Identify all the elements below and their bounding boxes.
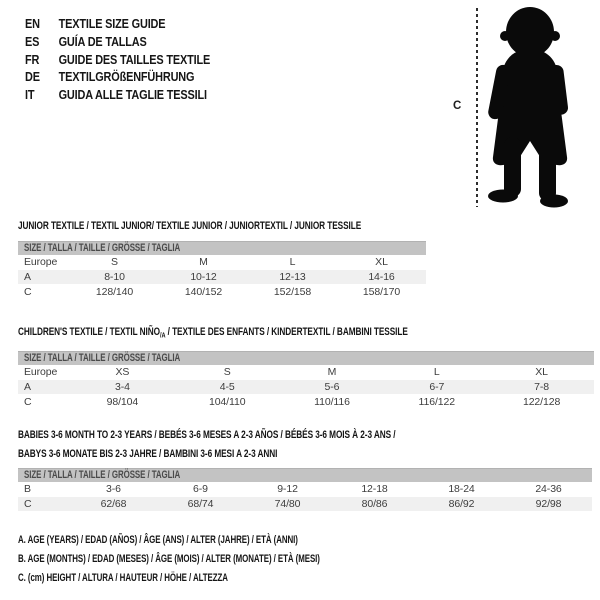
language-code: DE bbox=[25, 69, 40, 85]
footnote-b: B. AGE (MONTHS) / EDAD (MESES) / ÂGE (MOIS) / ALTER (MONATE) / ETÀ (MESI) bbox=[18, 553, 320, 565]
language-item-es bbox=[25, 33, 210, 51]
size-header-label: SIZE / TALLA / TAILLE / GRÖSSE / TAGLIA bbox=[24, 242, 181, 254]
baby-silhouette-icon bbox=[484, 5, 576, 208]
row-label: Europe bbox=[24, 256, 58, 269]
value-cell: 110/116 bbox=[314, 395, 350, 408]
language-code: EN bbox=[25, 16, 40, 31]
table-row bbox=[18, 394, 594, 409]
junior-size-table bbox=[18, 241, 426, 299]
footnote-legend bbox=[18, 531, 437, 588]
table-row bbox=[18, 270, 426, 285]
language-title: GUIDA ALLE TAGLIE TESSILI bbox=[58, 87, 207, 103]
language-code: FR bbox=[25, 51, 40, 67]
size-cell: L bbox=[433, 366, 440, 379]
language-item-fr bbox=[25, 51, 210, 69]
row-label: A bbox=[24, 381, 31, 394]
babies-section-title: BABIES 3-6 MONTH TO 2-3 YEARS / BEBÉS 3-6 MESES A 2-3 AÑOS / BÉBÉS 3-6 MOIS À 2-3 ANS / BABYS 3-6 MONATE BIS 2-3 JAHRE / BAMBINI 3-6 MESI A 2-3 ANNI bbox=[18, 429, 396, 460]
footnote-c: C. (cm) HEIGHT / ALTURA / HAUTEUR / HÖHE / ALTEZZA bbox=[18, 572, 228, 584]
size-cell: M bbox=[327, 366, 337, 379]
value-cell: 116/122 bbox=[418, 395, 456, 408]
table-row bbox=[18, 482, 592, 497]
value-cell: 18-24 bbox=[448, 483, 475, 496]
value-cell: 9-12 bbox=[277, 483, 298, 496]
row-label: A bbox=[24, 271, 31, 284]
table-row bbox=[18, 497, 592, 512]
value-cell: 152/158 bbox=[273, 285, 312, 298]
language-title: GUIDE DES TAILLES TEXTILE bbox=[58, 51, 211, 67]
subscript-label: /A bbox=[159, 330, 166, 340]
value-cell: 158/170 bbox=[362, 285, 401, 298]
size-header-label: SIZE / TALLA / TAILLE / GRÖSSE / TAGLIA bbox=[24, 469, 181, 481]
size-cell: XS bbox=[115, 366, 130, 379]
value-cell: 3-6 bbox=[106, 483, 121, 496]
language-item-en bbox=[25, 15, 210, 33]
language-title: GUÍA DE TALLAS bbox=[58, 33, 147, 49]
size-header-label: SIZE / TALLA / TAILLE / GRÖSSE / TAGLIA bbox=[24, 352, 181, 364]
language-title: TEXTILE SIZE GUIDE bbox=[58, 16, 166, 31]
size-cell: XL bbox=[375, 256, 388, 269]
children-section-title: CHILDREN'S TEXTILE / TEXTIL $NIÑO_{/A}$ / TEXTILE DES ENFANTS / KINDERTEXTIL / BAMBINI TESSILE bbox=[18, 326, 408, 340]
babies-size-table bbox=[18, 468, 592, 511]
height-marker-label: C bbox=[453, 100, 462, 112]
footnote-a: A. AGE (YEARS) / EDAD (AÑOS) / ÂGE (ANS) / ALTER (JAHRE) / ETÀ (ANNI) bbox=[18, 534, 298, 546]
value-cell: 140/152 bbox=[184, 285, 223, 298]
height-measure-dotted-line bbox=[476, 8, 478, 207]
table-row bbox=[18, 380, 594, 395]
value-cell: 128/140 bbox=[95, 285, 134, 298]
value-cell: 7-8 bbox=[534, 381, 550, 394]
value-cell: 92/98 bbox=[535, 498, 562, 511]
value-cell: 62/68 bbox=[100, 498, 127, 511]
language-code: ES bbox=[25, 33, 40, 49]
value-cell: 68/74 bbox=[187, 498, 214, 511]
size-header-bar bbox=[18, 241, 426, 255]
junior-section-title: JUNIOR TEXTILE / TEXTIL JUNIOR/ TEXTILE JUNIOR / JUNIORTEXTIL / JUNIOR TESSILE bbox=[18, 220, 362, 232]
value-cell: 14-16 bbox=[368, 271, 395, 284]
value-cell: 8-10 bbox=[104, 271, 125, 284]
children-size-table bbox=[18, 351, 594, 409]
value-cell: 6-9 bbox=[193, 483, 208, 496]
value-cell: 24-36 bbox=[535, 483, 562, 496]
size-cell: L bbox=[289, 256, 296, 269]
size-cell: M bbox=[199, 256, 208, 269]
value-cell: 12-13 bbox=[279, 271, 306, 284]
language-item-de bbox=[25, 68, 210, 86]
language-title: TEXTILGRÖßENFÜHRUNG bbox=[58, 69, 195, 85]
row-label: B bbox=[24, 483, 31, 496]
value-cell: 12-18 bbox=[361, 483, 388, 496]
value-cell: 4-5 bbox=[219, 381, 235, 394]
language-code: IT bbox=[25, 87, 35, 103]
size-header-bar bbox=[18, 351, 594, 365]
table-row bbox=[18, 255, 426, 270]
value-cell: 74/80 bbox=[274, 498, 301, 511]
row-label: C bbox=[24, 498, 32, 511]
value-cell: 122/128 bbox=[522, 395, 561, 408]
table-row bbox=[18, 365, 594, 380]
value-cell: 6-7 bbox=[429, 381, 445, 394]
value-cell: 3-4 bbox=[114, 381, 130, 394]
row-label: C bbox=[24, 285, 32, 298]
language-title-list bbox=[25, 15, 245, 104]
size-cell: S bbox=[223, 366, 231, 379]
value-cell: 104/110 bbox=[208, 395, 246, 408]
value-cell: 98/104 bbox=[106, 395, 139, 408]
size-cell: S bbox=[111, 256, 118, 269]
language-item-it bbox=[25, 86, 210, 104]
row-label: C bbox=[24, 395, 32, 408]
table-row bbox=[18, 284, 426, 299]
value-cell: 10-12 bbox=[190, 271, 217, 284]
value-cell: 5-6 bbox=[324, 381, 340, 394]
size-header-bar bbox=[18, 468, 592, 482]
row-label: Europe bbox=[24, 366, 58, 379]
value-cell: 86/92 bbox=[448, 498, 475, 511]
value-cell: 80/86 bbox=[361, 498, 388, 511]
size-cell: XL bbox=[535, 366, 548, 379]
